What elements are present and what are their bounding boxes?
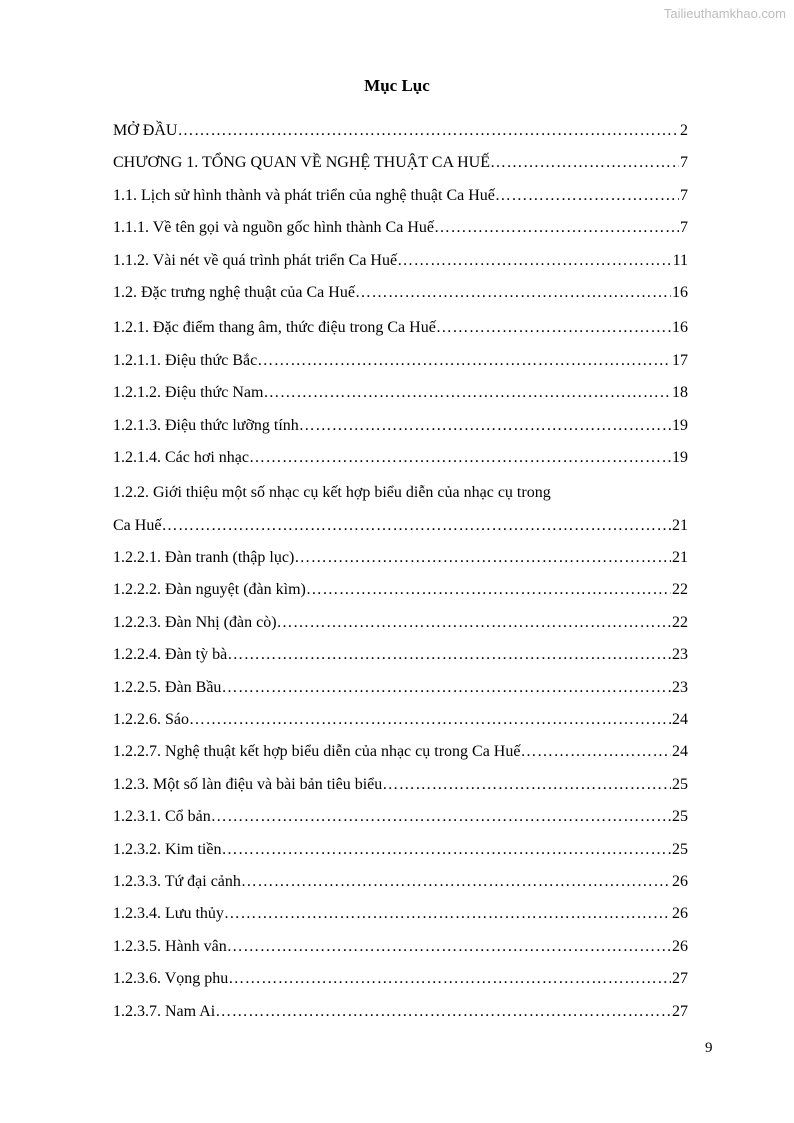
toc-entry-page: 24 xyxy=(672,743,688,761)
toc-entry[interactable] xyxy=(113,834,688,866)
toc-entry[interactable] xyxy=(113,672,688,704)
toc-entry[interactable] xyxy=(113,180,688,212)
dot-leader xyxy=(495,180,679,212)
dot-leader xyxy=(397,245,672,277)
toc-entry[interactable] xyxy=(113,574,688,606)
toc-entry-label: 1.2.2.5. Đàn Bầu xyxy=(113,678,222,696)
dot-leader xyxy=(257,345,671,377)
dot-leader xyxy=(224,898,671,930)
dot-leader xyxy=(221,834,671,866)
dot-leader xyxy=(277,607,671,639)
toc-entry-page: 21 xyxy=(672,549,688,567)
toc-entry-label: 1.2.2. Giới thiệu một số nhạc cụ kết hợp biểu diễn của nhạc cụ trong xyxy=(113,484,551,502)
toc-entry[interactable] xyxy=(113,312,688,344)
toc-entry-label: 1.2.3.4. Lưu thủy xyxy=(113,905,224,923)
dot-leader xyxy=(227,931,671,963)
dot-leader xyxy=(382,769,671,801)
toc-entry-page: 19 xyxy=(672,416,688,434)
toc-entry-page: 25 xyxy=(672,840,688,858)
toc-entry-label: 1.2.2.4. Đàn tỳ bà xyxy=(113,646,228,664)
toc-entry-label: 1.2.2.1. Đàn tranh (thập lục) xyxy=(113,549,295,567)
toc-entry-page: 26 xyxy=(672,905,688,923)
toc-entry[interactable] xyxy=(113,736,688,768)
toc-entry[interactable] xyxy=(113,115,688,147)
dot-leader xyxy=(189,704,671,736)
toc-entry-page: 11 xyxy=(672,251,688,269)
toc-entry[interactable] xyxy=(113,996,688,1028)
dot-leader xyxy=(211,801,671,833)
toc-entry[interactable] xyxy=(113,769,688,801)
dot-leader xyxy=(436,312,671,344)
toc-entry-label: 1.2.3.1. Cổ bản xyxy=(113,808,211,826)
watermark: Tailieuthamkhao.com xyxy=(663,6,786,21)
dot-leader xyxy=(490,147,679,179)
toc-entry-page: 7 xyxy=(680,154,688,172)
dot-leader xyxy=(227,639,671,671)
toc-entry[interactable] xyxy=(113,277,688,309)
toc-entry-page: 26 xyxy=(672,937,688,955)
dot-leader xyxy=(306,574,671,606)
toc-entry-label: 1.2.3. Một số làn điệu và bài bản tiêu biểu xyxy=(113,775,383,793)
toc-entry[interactable] xyxy=(113,866,688,898)
toc-entry-label: CHƯƠNG 1. TỔNG QUAN VỀ NGHỆ THUẬT CA HUẾ xyxy=(113,154,491,172)
toc-entry-page: 27 xyxy=(672,970,688,988)
toc-entry-page: 18 xyxy=(672,384,688,402)
toc-entry-label: 1.1.1. Về tên gọi và nguồn gốc hình thành Ca Huế xyxy=(113,219,434,237)
toc-entry-label: 1.2.3.2. Kim tiền xyxy=(113,840,222,858)
toc-entry[interactable] xyxy=(113,345,688,377)
toc-entry[interactable] xyxy=(113,542,688,574)
toc-entry-label: 1.2.1.1. Điệu thức Bắc xyxy=(113,351,258,369)
dot-leader xyxy=(215,996,671,1028)
toc-entry-page: 25 xyxy=(672,775,688,793)
toc-entry-label: 1.1.2. Vài nét về quá trình phát triển Ca Huế xyxy=(113,251,398,269)
dot-leader xyxy=(241,866,671,898)
dot-leader xyxy=(249,442,671,474)
toc-entry-page: 25 xyxy=(672,808,688,826)
toc-entry-label: 1.1. Lịch sử hình thành và phát triển của nghệ thuật Ca Huế xyxy=(113,186,495,204)
toc-entry-label: 1.2.3.5. Hành vân xyxy=(113,937,227,955)
toc-entry[interactable] xyxy=(113,477,688,509)
toc-entry-page: 7 xyxy=(680,219,688,237)
toc-entry[interactable] xyxy=(113,377,688,409)
dot-leader xyxy=(520,736,671,768)
toc-entry[interactable] xyxy=(113,212,688,244)
toc-entry-label: 1.2.2.2. Đàn nguyệt (đàn kìm) xyxy=(113,581,306,599)
toc-entry-label: 1.2.2.7. Nghệ thuật kết hợp biểu diễn của nhạc cụ trong Ca Huế xyxy=(113,743,521,761)
dot-leader xyxy=(221,672,671,704)
toc-entry[interactable] xyxy=(113,963,688,995)
toc-entry-label: 1.2.1.2. Điệu thức Nam xyxy=(113,384,264,402)
toc-entry-label: MỞ ĐẦU xyxy=(113,122,178,139)
page-number: 9 xyxy=(705,1040,713,1056)
toc-entry-page: 23 xyxy=(672,646,688,664)
toc-entry[interactable] xyxy=(113,245,688,277)
toc-entry-page: 22 xyxy=(672,581,688,599)
dot-leader xyxy=(355,277,671,309)
toc-entry-page: 23 xyxy=(672,678,688,696)
toc-entry[interactable] xyxy=(113,704,688,736)
toc-entry[interactable] xyxy=(113,639,688,671)
toc-entry[interactable] xyxy=(113,510,688,542)
toc-entry-label: 1.2.1. Đặc điểm thang âm, thức điệu trong Ca Huế xyxy=(113,319,436,337)
toc-entry-label: 1.2. Đặc trưng nghệ thuật của Ca Huế xyxy=(113,283,355,301)
toc-entry-label: 1.2.1.4. Các hơi nhạc xyxy=(113,448,249,466)
dot-leader xyxy=(177,115,679,147)
toc-entry[interactable] xyxy=(113,442,688,474)
toc-entry-page: 22 xyxy=(672,613,688,631)
toc-entry-page: 26 xyxy=(672,872,688,890)
toc-entry-page: 24 xyxy=(672,711,688,729)
toc-entry-label: 1.2.3.3. Tứ đại cảnh xyxy=(113,872,241,890)
toc-entry-page: 16 xyxy=(672,283,688,301)
toc-entry-label: Ca Huế xyxy=(113,516,162,534)
toc-entry[interactable] xyxy=(113,801,688,833)
toc-entry-label: 1.2.3.6. Vọng phu xyxy=(113,970,229,988)
toc-entry[interactable] xyxy=(113,607,688,639)
dot-leader xyxy=(294,542,671,574)
toc-entry-label: 1.2.2.6. Sáo xyxy=(113,711,189,729)
dot-leader xyxy=(228,963,671,995)
dot-leader xyxy=(434,212,679,244)
toc-entry[interactable] xyxy=(113,410,688,442)
toc-entry-page: 16 xyxy=(672,319,688,337)
toc-entry-page: 2 xyxy=(680,122,688,139)
dot-leader xyxy=(263,377,671,409)
toc-entry-page: 19 xyxy=(672,448,688,466)
toc-entry-page: 17 xyxy=(672,351,688,369)
toc-entry-page: 21 xyxy=(672,516,688,534)
table-of-contents xyxy=(113,115,688,1028)
toc-entry-label: 1.2.2.3. Đàn Nhị (đàn cò) xyxy=(113,613,277,631)
toc-entry-page: 7 xyxy=(680,186,688,204)
toc-entry-label: 1.2.3.7. Nam Ai xyxy=(113,1002,216,1020)
toc-entry[interactable] xyxy=(113,931,688,963)
toc-entry-page: 27 xyxy=(672,1002,688,1020)
toc-entry[interactable] xyxy=(113,898,688,930)
toc-title: Mục Lục xyxy=(364,76,430,95)
dot-leader xyxy=(299,410,671,442)
dot-leader xyxy=(161,510,671,542)
toc-entry-label: 1.2.1.3. Điệu thức lưỡng tính xyxy=(113,416,299,434)
toc-entry[interactable] xyxy=(113,147,688,179)
